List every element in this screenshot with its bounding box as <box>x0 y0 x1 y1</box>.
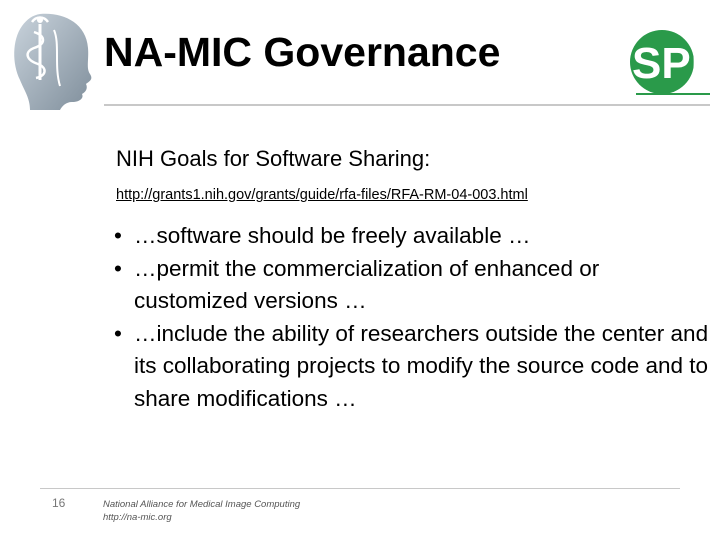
rfa-link[interactable]: http://grants1.nih.gov/grants/guide/rfa-files/RFA-RM-04-003.html <box>116 187 528 203</box>
bullet-item <box>112 318 712 416</box>
footer-divider <box>40 488 680 489</box>
na-mic-head-logo <box>10 10 98 110</box>
footer-org: National Alliance for Medical Image Computing <box>103 499 301 510</box>
bullet-marker: • <box>114 255 122 281</box>
head-profile-icon <box>10 10 98 110</box>
title-divider <box>104 104 710 106</box>
spl-logo-text: SPL <box>632 39 714 88</box>
bullet-text: …software should be freely available … <box>134 223 531 248</box>
footer-url: http://na-mic.org <box>103 512 172 523</box>
slide-title: NA-MIC Governance <box>104 29 501 75</box>
bullet-text: …include the ability of researchers outside the center and its collaborating projects to modify the source code and to share modifications … <box>134 320 709 411</box>
subheading: NIH Goals for Software Sharing: <box>116 146 431 171</box>
bullet-item <box>112 220 712 253</box>
page-number: 16 <box>52 496 66 510</box>
bullet-marker: • <box>114 320 122 346</box>
bullet-text: …permit the commercialization of enhanced or customized versions … <box>134 255 600 314</box>
bullet-list <box>112 220 712 416</box>
spl-logo <box>626 26 714 98</box>
bullet-item <box>112 253 712 318</box>
bullet-marker: • <box>114 223 122 248</box>
spl-logo-icon <box>626 26 714 98</box>
footer-credit <box>103 498 300 524</box>
